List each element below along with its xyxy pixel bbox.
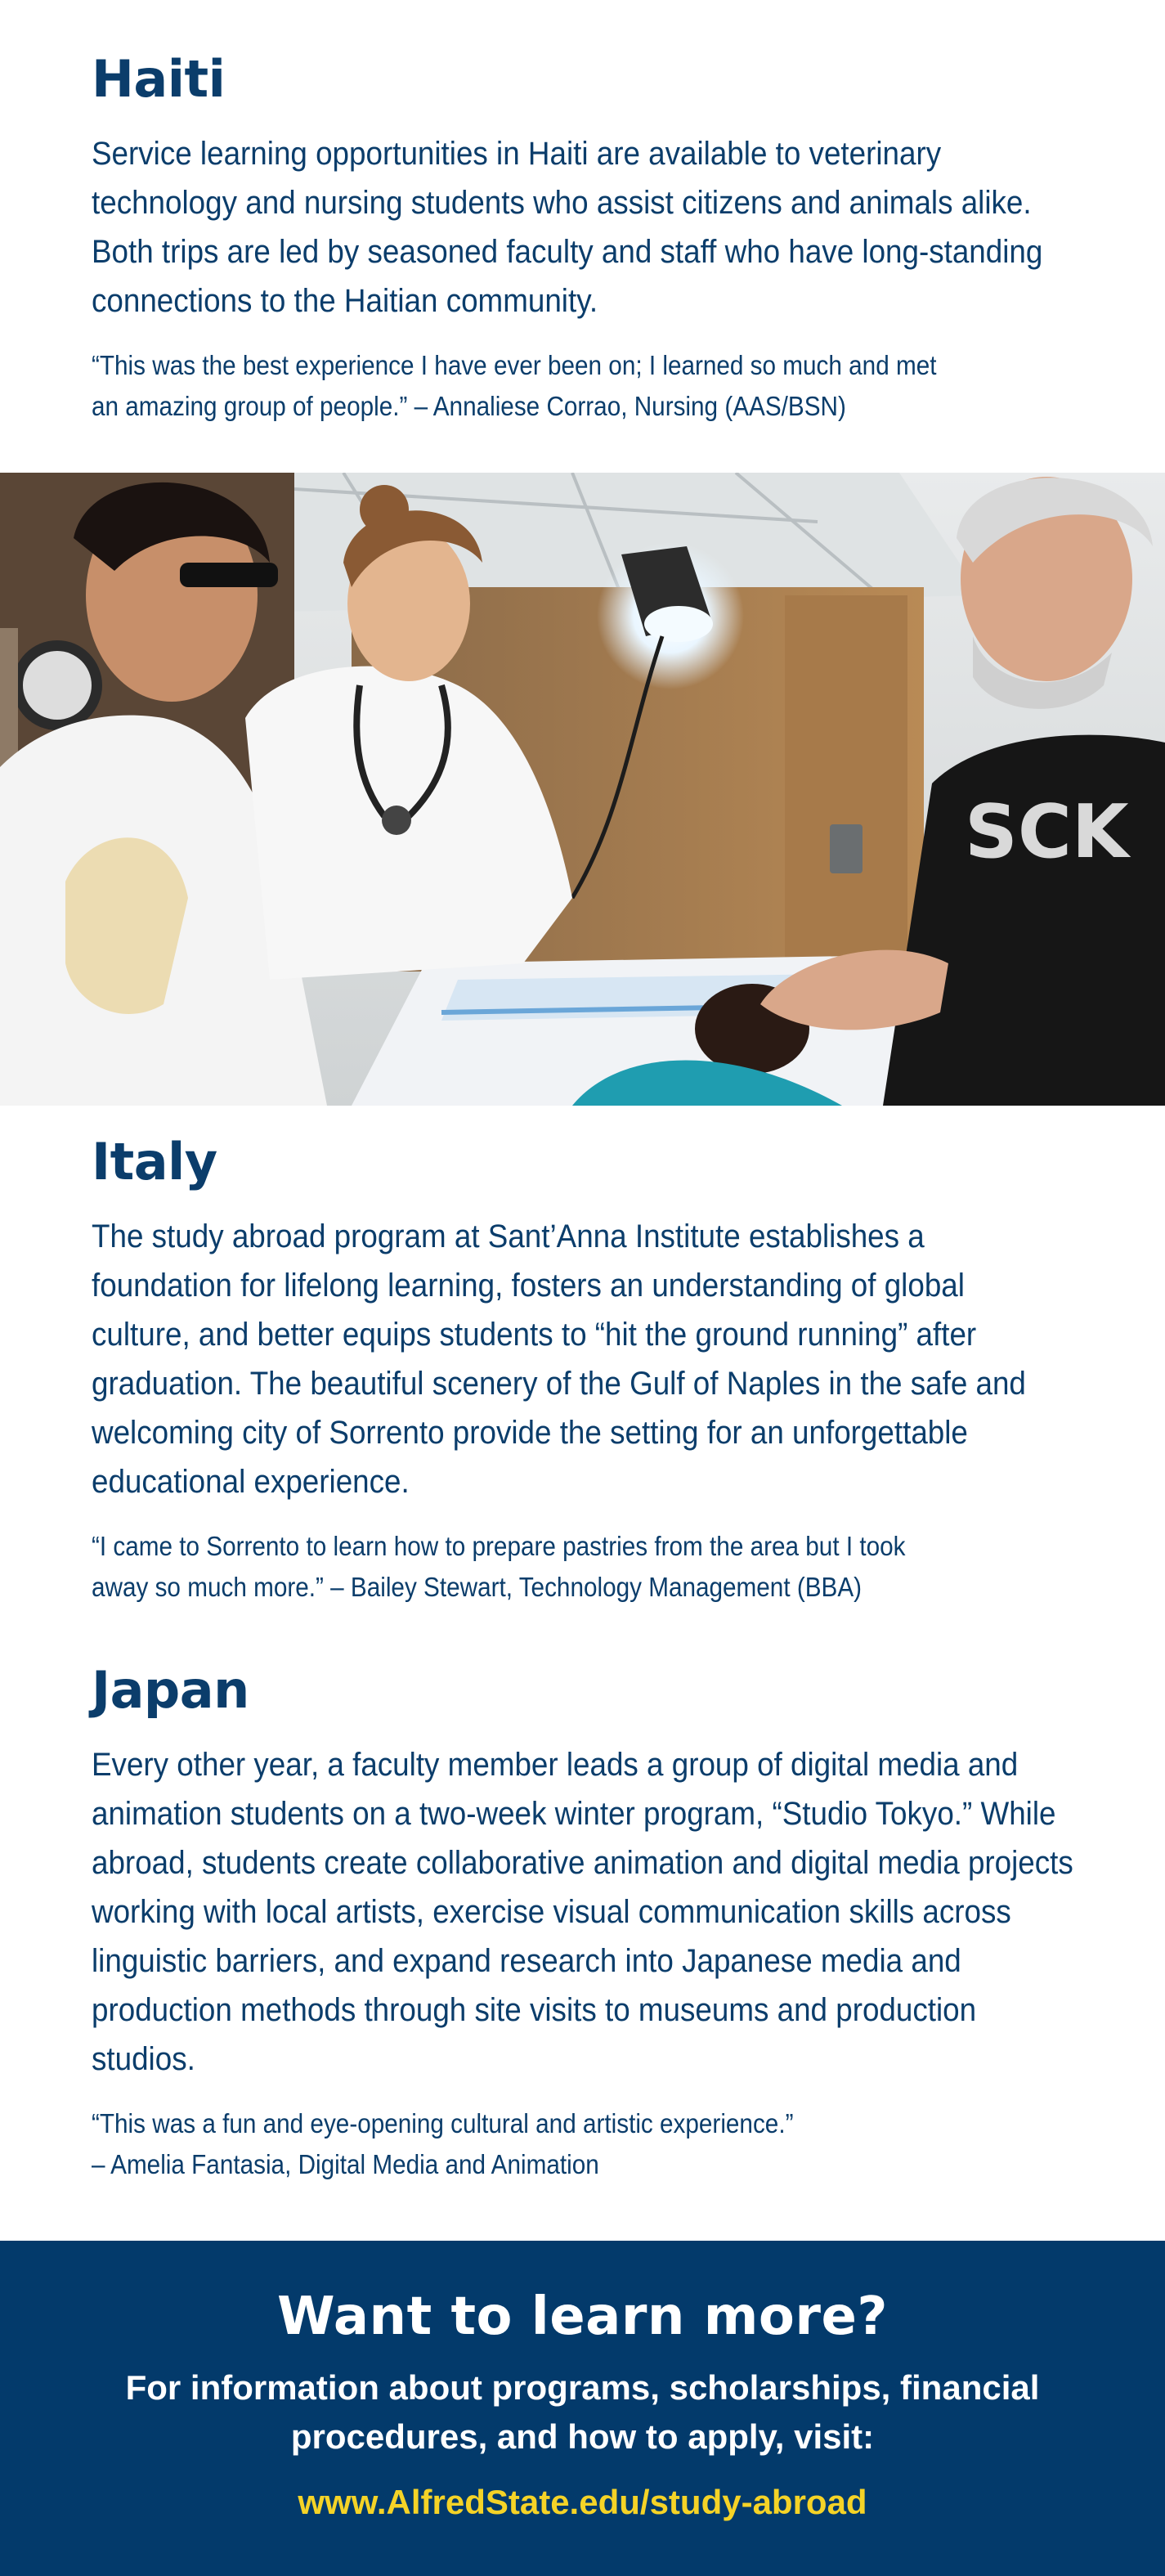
learn-more-heading: Want to learn more? xyxy=(277,2287,888,2347)
learn-more-line: For information about programs, scholarships, financial xyxy=(125,2368,1040,2407)
learn-more-line: procedures, and how to apply, visit: xyxy=(290,2417,875,2456)
italy-heading: Italy xyxy=(92,1132,217,1192)
haiti-quote-line: an amazing group of people.” – Annaliese Corrao, Nursing (AAS/BSN) xyxy=(92,391,846,421)
italy-section xyxy=(92,1132,1073,1608)
italy-body: The study abroad program at Sant’Anna Institute establishes a foundation for lifelong learning, fosters an understanding of global culture, and better equips students to “hit the ground running” after graduation. The beautiful scenery of the Gulf of Naples in the safe and welcoming city of Sorrento provide the setting for an unforgettable educational experience. xyxy=(92,1218,1026,1500)
japan-quote xyxy=(92,2103,1070,2185)
japan-heading: Japan xyxy=(92,1660,249,1720)
japan-quote-line: – Amelia Fantasia, Digital Media and Animation xyxy=(92,2149,599,2179)
service-learning-photo xyxy=(0,473,1165,1106)
learn-more-text xyxy=(0,2363,1165,2462)
italy-quote-line: away so much more.” – Bailey Stewart, Technology Management (BBA) xyxy=(92,1572,863,1602)
japan-body: Every other year, a faculty member leads a group of digital media and animation students on a two-week winter program, “Studio Tokyo.” While abroad, students create collaborative animation and digital media projects working with local artists, exercise visual communication skills across linguistic barriers, and expand research into Japanese media and production methods through site visits to museums and production studios. xyxy=(92,1747,1073,2077)
haiti-section xyxy=(92,49,1073,427)
italy-quote-line: “I came to Sorrento to learn how to prepare pastries from the area but I took xyxy=(92,1531,906,1561)
japan-quote-line: “This was a fun and eye-opening cultural and artistic experience.” xyxy=(92,2108,794,2138)
haiti-quote-line: “This was the best experience I have ever been on; I learned so much and met xyxy=(92,350,937,380)
haiti-heading: Haiti xyxy=(92,49,226,109)
japan-section xyxy=(92,1660,1073,2185)
haiti-quote xyxy=(92,345,1070,427)
haiti-body: Service learning opportunities in Haiti are available to veterinary technology and nursing students who assist citizens and animals alike. Both trips are led by seasoned faculty and staff who have long-standing connections to the Haitian community. xyxy=(92,136,1043,319)
shirt-print: SCK xyxy=(965,789,1129,875)
italy-quote xyxy=(92,1526,1070,1608)
learn-more-banner xyxy=(0,2241,1165,2576)
study-abroad-link[interactable]: www.AlfredState.edu/study-abroad xyxy=(298,2483,867,2521)
